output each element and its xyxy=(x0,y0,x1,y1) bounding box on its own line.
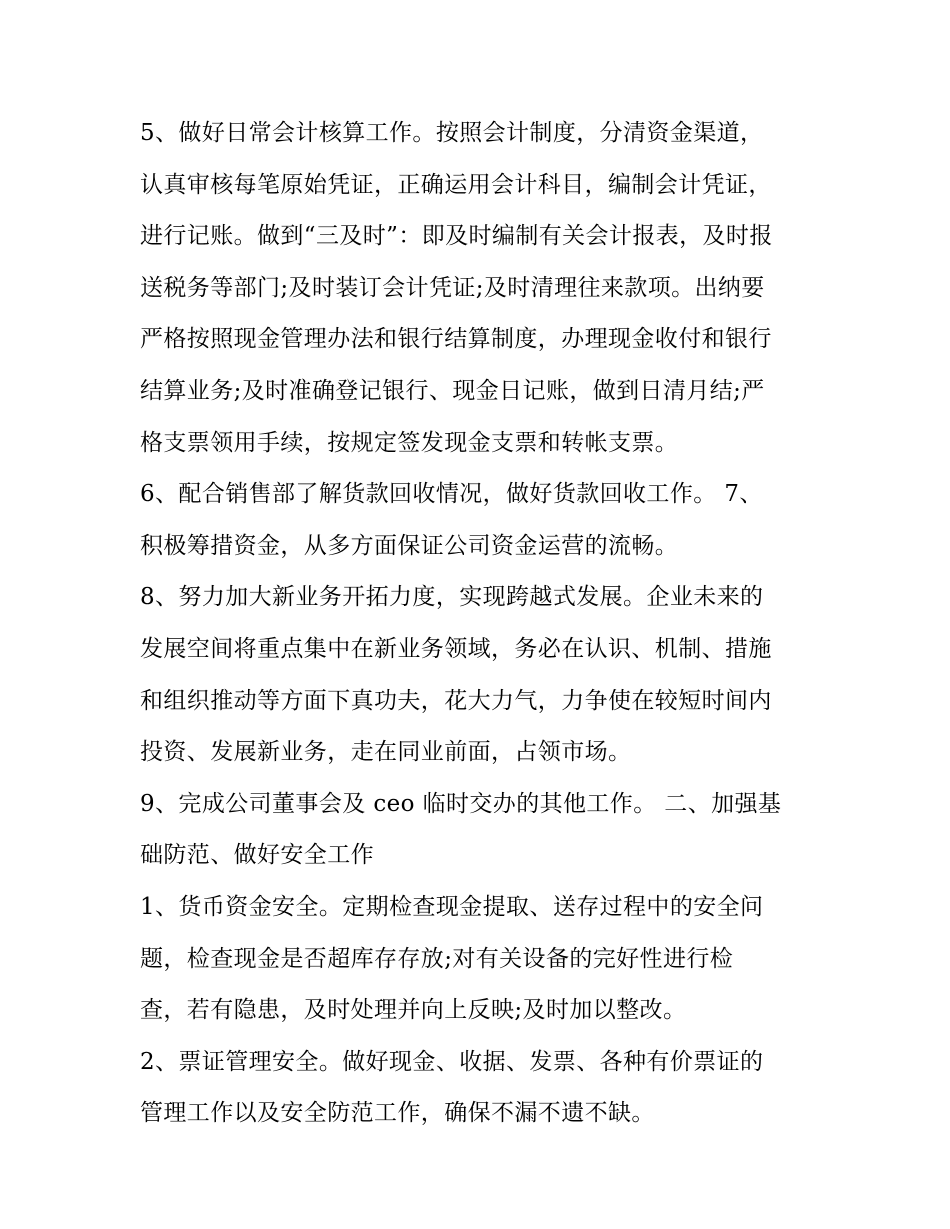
paragraph-item-5 xyxy=(140,108,820,469)
text-line: 和组织推动等方面下真功夫，花大力气，力争使在较短时间内 xyxy=(140,687,772,714)
paragraph-item-6-7 xyxy=(140,469,820,572)
paragraph-item-8 xyxy=(140,572,820,778)
text-line: 9、完成公司董事会及 ceo 临时交办的其他工作。 二、加强基 xyxy=(140,790,782,817)
text-line: 8、努力加大新业务开拓力度，实现跨越式发展。企业未来的 xyxy=(140,584,764,611)
text-line: 5、做好日常会计核算工作。按照会计制度，分清资金渠道， xyxy=(140,120,764,146)
text-line: 础防范、做好安全工作 xyxy=(140,842,374,869)
text-line: 结算业务;及时准确登记银行、现金日记账，做到日清月结;严 xyxy=(140,377,765,404)
text-line: 查，若有隐患，及时处理并向上反映;及时加以整改。 xyxy=(140,997,687,1024)
text-line: 2、票证管理安全。做好现金、收据、发票、各种有价票证的 xyxy=(140,1048,764,1075)
paragraph-safety-1 xyxy=(140,882,820,1037)
text-line: 认真审核每笔原始凭证，正确运用会计科目，编制会计凭证， xyxy=(140,171,772,198)
text-line: 投资、发展新业务，走在同业前面，占领市场。 xyxy=(140,739,632,766)
text-line: 发展空间将重点集中在新业务领域，务必在认识、机制、措施 xyxy=(140,635,772,662)
text-line: 6、配合销售部了解货款回收情况，做好货款回收工作。 7、 xyxy=(140,481,763,508)
text-line: 送税务等部门;及时装订会计凭证;及时清理往来款项。出纳要 xyxy=(140,274,765,301)
paragraph-safety-2 xyxy=(140,1037,820,1140)
document-body xyxy=(140,108,820,1140)
text-line: 1、货币资金安全。定期检查现金提取、送存过程中的安全问 xyxy=(140,893,764,920)
text-line: 积极筹措资金，从多方面保证公司资金运营的流畅。 xyxy=(140,532,679,559)
text-line: 题，检查现金是否超库存存放;对有关设备的完好性进行检 xyxy=(140,945,734,972)
text-line: 进行记账。做到“三及时”：即及时编制有关会计报表，及时报 xyxy=(140,223,773,250)
text-line: 管理工作以及安全防范工作，确保不漏不遗不缺。 xyxy=(140,1100,655,1127)
text-line: 格支票领用手续，按规定签发现金支票和转帐支票。 xyxy=(140,429,679,456)
text-line: 严格按照现金管理办法和银行结算制度，办理现金收付和银行 xyxy=(140,326,772,353)
paragraph-item-9 xyxy=(140,779,820,882)
